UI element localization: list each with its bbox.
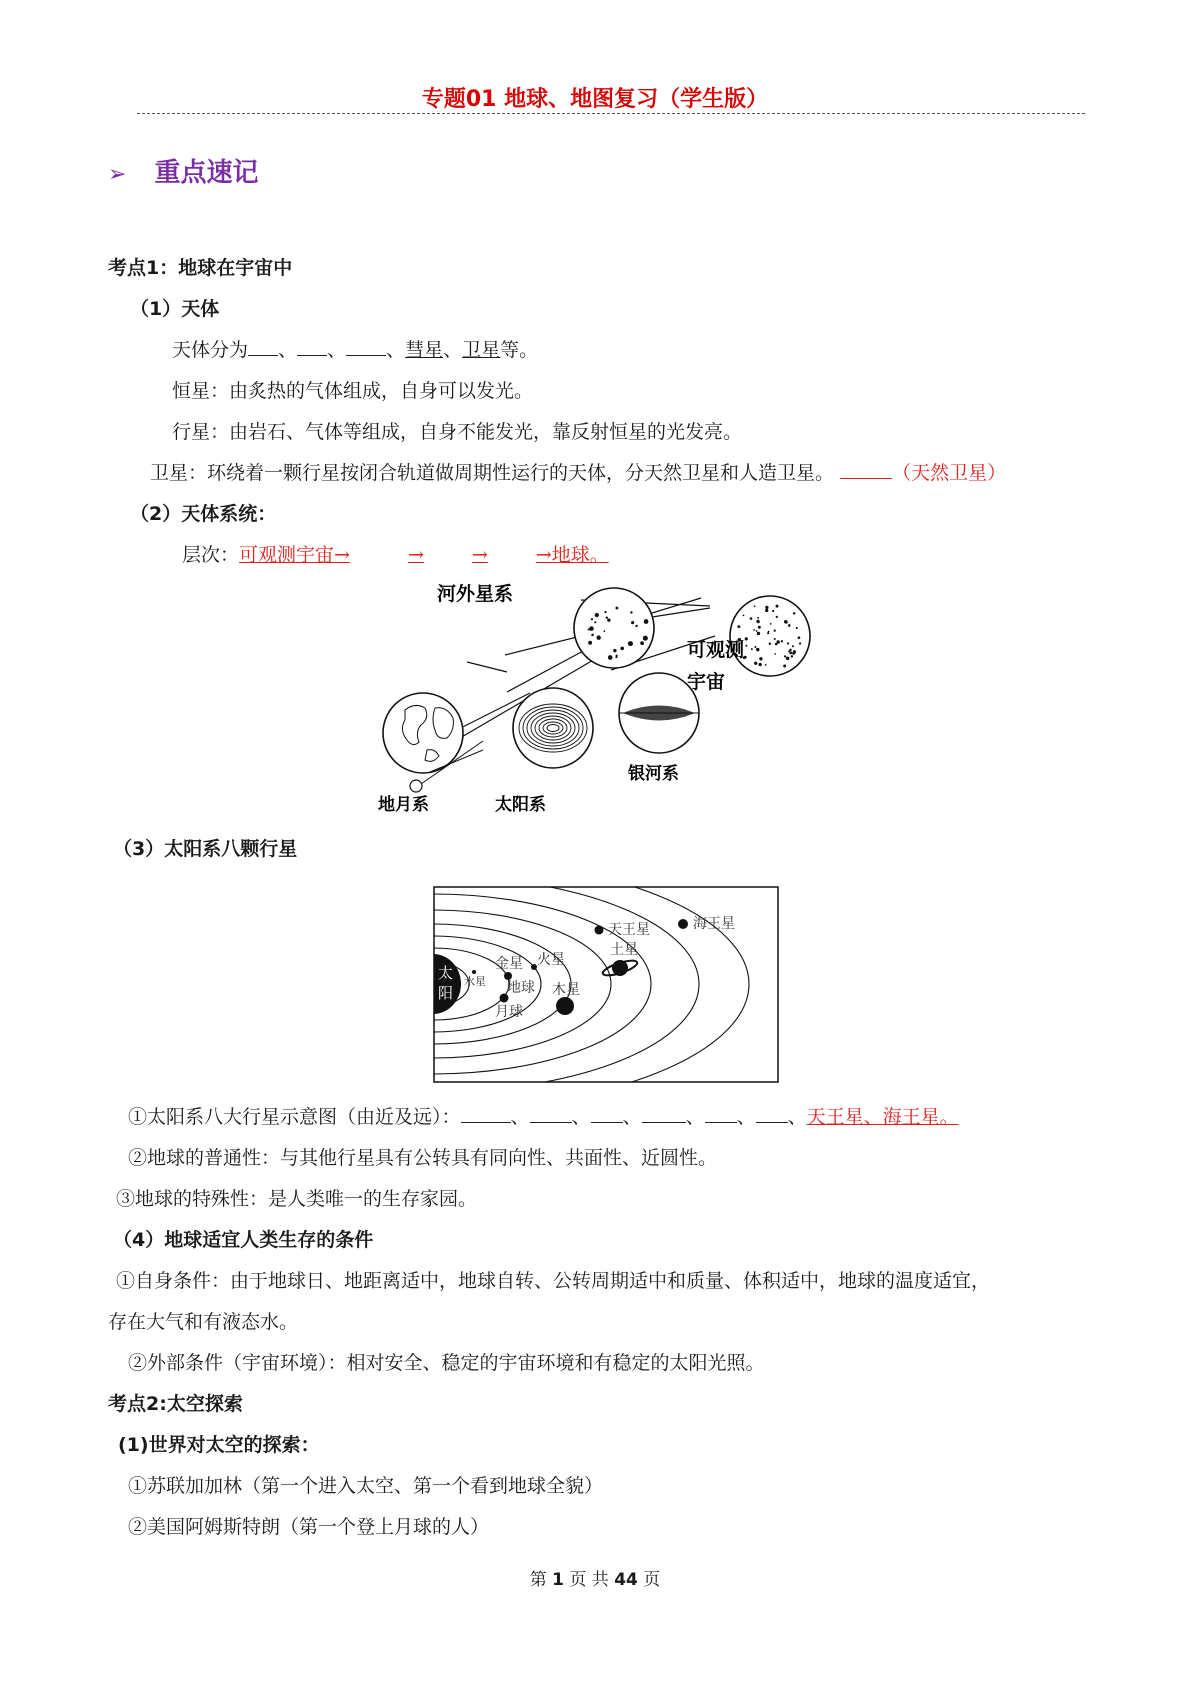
star-dot	[594, 621, 596, 623]
star-dot	[793, 612, 795, 614]
planet-order-answer	[807, 1106, 959, 1128]
star-dot	[604, 611, 606, 613]
star-dot	[608, 655, 613, 660]
separator: 、	[787, 1106, 807, 1128]
hierarchy-step: →地球。	[535, 544, 609, 566]
separator: 、	[571, 1106, 591, 1128]
star-dot	[603, 630, 605, 632]
star-dot	[751, 648, 753, 650]
hierarchy-step: →	[407, 544, 424, 566]
star-dot	[641, 642, 643, 644]
star-dot	[798, 636, 801, 639]
label-observable-universe-1: 可观测	[687, 639, 745, 661]
star-dot	[770, 623, 772, 625]
label-mars: 火星	[537, 952, 565, 968]
internal-conditions-1: ①自身条件：由于地球日、地距离适中，地球自转、公转周期适中和质量、体积适中，地球的温度适宜，	[116, 1270, 991, 1292]
star-dot	[783, 665, 786, 668]
subtopic-celestial-bodies: （1）天体	[130, 298, 220, 320]
section-heading	[108, 152, 258, 189]
star-dot	[596, 635, 600, 639]
star-dot	[767, 632, 769, 634]
hierarchy-line	[182, 542, 609, 568]
fill-blank[interactable]	[461, 1104, 511, 1123]
satellite-definition-line	[150, 460, 1006, 486]
observable-universe-circle	[730, 596, 810, 676]
star-dot	[788, 624, 791, 627]
star-dot	[765, 606, 768, 609]
satellite-term: 卫星	[462, 339, 501, 361]
celestial-types-suffix: 等。	[500, 339, 539, 361]
star-dot	[757, 617, 759, 619]
star-dot	[768, 631, 770, 633]
label-jupiter: 木星	[552, 982, 580, 998]
current-page-number: 1	[552, 1570, 564, 1590]
venus	[504, 972, 512, 980]
star-dot	[796, 627, 798, 629]
subtopic-celestial-systems: （2）天体系统：	[130, 503, 277, 525]
label-sun-1: 太	[438, 964, 454, 982]
star-dot	[789, 651, 792, 654]
star-dot	[595, 613, 599, 617]
star-dot	[756, 648, 759, 651]
star-dot	[628, 641, 633, 646]
planet-definition: 行星：由岩石、气体等组成，自身不能发光，靠反射恒星的光发亮。	[172, 421, 743, 443]
fill-blank[interactable]	[591, 1104, 623, 1123]
footer-prefix: 第	[529, 1570, 547, 1590]
separator: 、	[685, 1106, 705, 1128]
hierarchy-label: 层次：	[182, 544, 240, 566]
separator: 、	[736, 1106, 756, 1128]
star-dot	[789, 649, 791, 651]
subtopic-world-exploration: (1)世界对太空的探索：	[118, 1434, 320, 1456]
star-dot	[781, 640, 783, 642]
star-dot	[756, 630, 758, 632]
uranus	[595, 926, 604, 935]
arrow-bullet-icon: ➢	[108, 162, 127, 187]
hierarchy-step: 可观测宇宙→	[239, 544, 350, 566]
star-dot	[737, 625, 740, 628]
star-dot	[644, 619, 649, 624]
satellite-answer: （天然卫星）	[892, 462, 1007, 484]
topic-1-title: 考点1：地球在宇宙中	[108, 257, 293, 279]
label-external-galaxies-2: 河外星系	[437, 583, 514, 605]
footer-mid: 页 共	[569, 1570, 609, 1590]
star-dot	[753, 629, 755, 631]
celestial-system-diagram	[375, 580, 825, 825]
label-milky-way: 银河系	[628, 764, 679, 784]
mercury	[472, 970, 476, 974]
star-dot	[589, 626, 594, 631]
star-dot	[788, 657, 790, 659]
star-dot	[754, 662, 757, 665]
star-dot	[793, 650, 796, 653]
internal-conditions-2: 存在大气和有液态水。	[108, 1311, 299, 1333]
star-dot	[776, 640, 779, 643]
star-dot	[620, 647, 624, 651]
star-dot	[774, 638, 776, 640]
label-observable-universe-2: 宇宙	[687, 671, 726, 693]
star-dot	[635, 625, 637, 627]
star-dot	[759, 657, 762, 660]
answer-uranus: 天王星	[806, 1106, 864, 1128]
separator: 、	[622, 1106, 642, 1128]
star-dot	[591, 634, 594, 637]
external-galaxies-circle	[574, 588, 654, 668]
earth-uniqueness: ③地球的特殊性：是人类唯一的生存家园。	[116, 1188, 478, 1210]
label-neptune: 海王星	[693, 916, 735, 932]
star-dot	[745, 645, 747, 647]
subtopic-habitability: （4）地球适宜人类生存的条件	[113, 1229, 374, 1251]
exploration-gagarin: ①苏联加加林（第一个进入太空、第一个看到地球全貌）	[128, 1475, 604, 1497]
star-dot	[756, 620, 759, 623]
label-uranus: 天王星	[608, 922, 650, 938]
star-dot	[643, 636, 648, 641]
external-conditions: ②外部条件（宇宙环境）：相对安全、稳定的宇宙环境和有稳定的太阳光照。	[128, 1352, 765, 1374]
star-definition: 恒星：由炙热的气体组成，自身可以发光。	[172, 380, 534, 402]
answer-neptune: 海王星。	[882, 1106, 959, 1128]
comet-term: 彗星	[405, 339, 444, 361]
planet-order-line	[128, 1104, 959, 1130]
label-earth-moon: 地月系	[378, 795, 429, 815]
star-dot	[745, 637, 748, 640]
hierarchy-answer	[239, 544, 609, 566]
star-dot	[784, 655, 786, 657]
fill-blank[interactable]	[705, 1104, 737, 1123]
star-dot	[631, 621, 634, 624]
total-pages: 44	[614, 1570, 638, 1590]
star-dot	[787, 642, 789, 644]
neptune	[678, 919, 688, 929]
star-dot	[743, 615, 745, 617]
star-dot	[591, 618, 593, 620]
separator: 、	[386, 339, 406, 361]
solar-system-circle	[513, 688, 593, 768]
star-dot	[799, 642, 801, 644]
earth-moon-system	[383, 693, 483, 792]
solar-system-planets-diagram	[433, 886, 779, 1083]
jupiter	[556, 997, 574, 1015]
hierarchy-step: →	[471, 544, 488, 566]
label-moon: 月球	[495, 1004, 523, 1020]
star-dot	[776, 616, 778, 618]
subtopic-eight-planets: （3）太阳系八颗行星	[113, 838, 298, 860]
star-dot	[776, 605, 779, 608]
separator: 、	[278, 339, 298, 361]
fill-blank[interactable]	[248, 337, 278, 356]
footer-suffix: 页	[643, 1570, 661, 1590]
star-dot	[606, 617, 608, 619]
fill-blank[interactable]	[530, 1104, 572, 1123]
star-dot	[754, 605, 756, 607]
star-dot	[774, 653, 776, 655]
star-dot	[758, 626, 761, 629]
fill-blank[interactable]	[642, 1104, 686, 1123]
star-dot	[750, 617, 753, 620]
separator: 、	[510, 1106, 530, 1128]
separator: 、	[443, 339, 463, 361]
label-mercury: 水星	[464, 975, 486, 988]
fill-blank[interactable]	[297, 337, 327, 356]
page-title: 专题01 地球、地图复习（学生版）	[421, 87, 769, 112]
star-dot	[791, 655, 793, 657]
star-dot	[607, 618, 610, 621]
star-dot	[774, 630, 776, 632]
celestial-types-line	[172, 337, 538, 363]
star-dot	[754, 646, 756, 648]
section-title: 重点速记	[154, 158, 259, 188]
label-solar-system: 太阳系	[495, 795, 546, 815]
label-earth: 地球	[507, 980, 535, 996]
star-dot	[588, 641, 592, 645]
star-dot	[613, 649, 616, 652]
star-dot	[792, 645, 794, 647]
page-footer	[0, 1565, 1190, 1590]
label-sun-2: 阳	[438, 984, 454, 1002]
separator: 、	[863, 1106, 883, 1128]
star-dot	[759, 663, 762, 666]
star-dot	[769, 643, 771, 645]
star-dot	[784, 620, 788, 624]
earth-commonality: ②地球的普通性：与其他行星具有公转具有同向性、共面性、近圆性。	[128, 1147, 718, 1169]
topic-2-title: 考点2:太空探索	[108, 1393, 243, 1415]
title-divider	[137, 113, 1085, 114]
star-dot	[615, 607, 618, 610]
star-dot	[772, 610, 774, 612]
fill-blank[interactable]	[840, 460, 892, 479]
fill-blank[interactable]	[346, 337, 386, 356]
exploration-armstrong: ②美国阿姆斯特朗（第一个登上月球的人）	[128, 1516, 490, 1538]
star-dot	[765, 664, 767, 666]
label-saturn: 土星	[610, 942, 638, 958]
star-dot	[615, 656, 617, 658]
satellite-definition: 卫星：环绕着一颗行星按闭合轨道做周期性运行的天体，分天然卫星和人造卫星。	[150, 462, 835, 484]
celestial-types-prefix: 天体分为	[172, 339, 249, 361]
separator: 、	[327, 339, 347, 361]
star-dot	[630, 611, 632, 613]
star-dot	[757, 632, 760, 635]
fill-blank[interactable]	[756, 1104, 788, 1123]
planet-order-prefix: ①太阳系八大行星示意图（由近及远）：	[128, 1106, 461, 1128]
label-venus: 金星	[495, 956, 523, 972]
